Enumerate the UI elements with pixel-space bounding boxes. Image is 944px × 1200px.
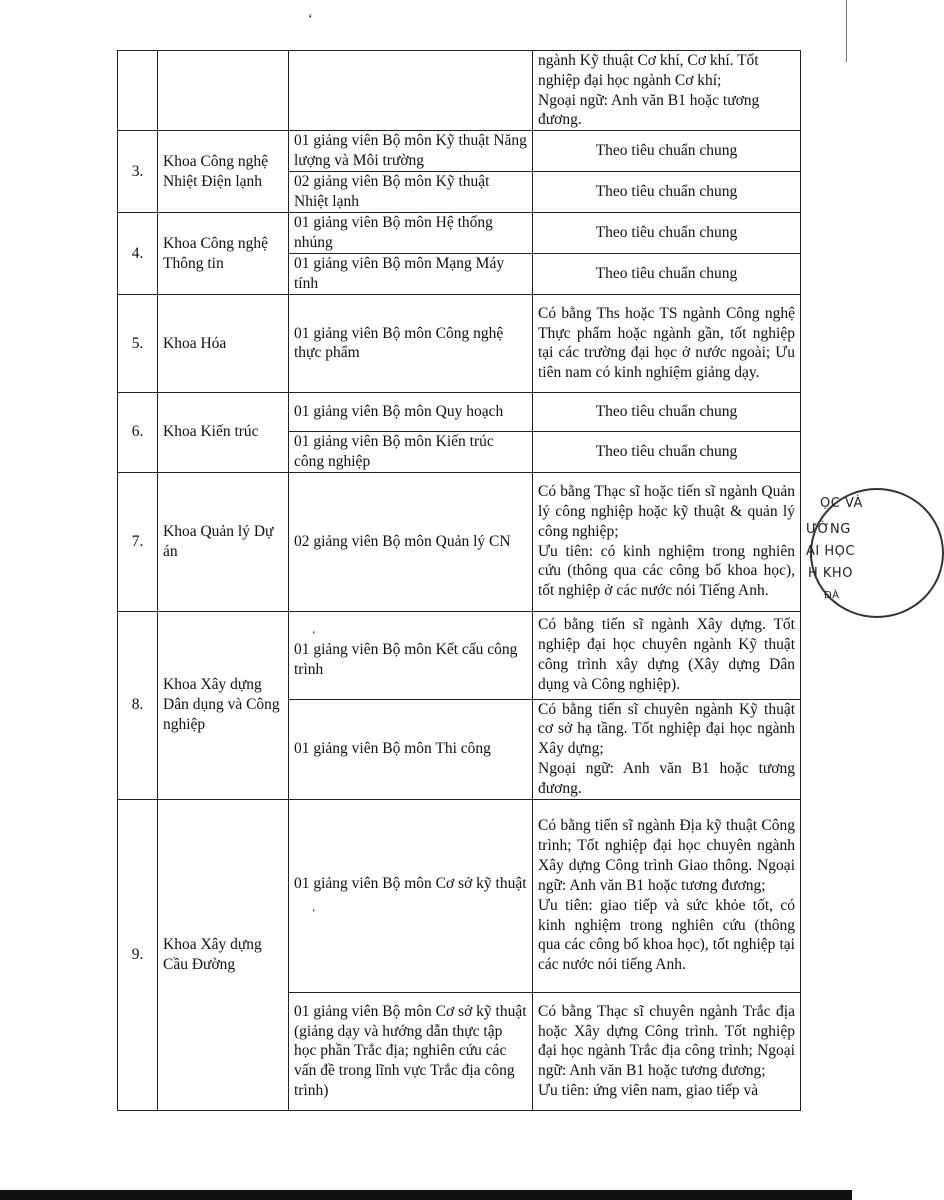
seal-text: ẠI HỌC bbox=[806, 544, 855, 559]
position-cell bbox=[289, 51, 533, 131]
requirement-line: Có bằng Thạc sĩ chuyên ngành Trắc địa hoặc Xây dựng Công trình. Tốt nghiệp đại học ngành Trắc địa công trình; Ngoại ngữ: Anh văn B1 hoặc tương đương; bbox=[538, 1002, 795, 1080]
scan-edge-line bbox=[846, 0, 847, 62]
position-cell: 01 giảng viên Bộ môn Cơ sở kỹ thuật (giảng dạy và hướng dẫn thực tập học phần Trắc địa; nghiên cứu các vấn đề trong lĩnh vực Trắc địa công trình) bbox=[289, 992, 533, 1110]
table-row bbox=[118, 611, 801, 699]
requirement-line: Ưu tiên: có kinh nghiệm trong nghiên cứu (thông qua các công bố khoa học), tốt nghiệp ở các nước nói Tiếng Anh. bbox=[538, 542, 795, 600]
unit-cell: Khoa Kiến trúc bbox=[158, 392, 289, 472]
row-number-cell bbox=[118, 51, 158, 131]
unit-cell: Khoa Công nghệ Nhiệt Điện lạnh bbox=[158, 131, 289, 213]
unit-cell bbox=[158, 51, 289, 131]
stray-mark: ‘ bbox=[312, 629, 316, 642]
requirement-cell: Theo tiêu chuẩn chung bbox=[533, 172, 801, 213]
row-number-cell: 3. bbox=[118, 131, 158, 213]
position-cell: 01 giảng viên Bộ môn Mạng Máy tính bbox=[289, 253, 533, 294]
requirement-cell: Theo tiêu chuẩn chung bbox=[533, 392, 801, 431]
recruitment-table bbox=[117, 50, 801, 1111]
unit-cell: Khoa Quản lý Dự án bbox=[158, 472, 289, 611]
requirement-line: ngành Kỹ thuật Cơ khí, Cơ khí. Tốt bbox=[538, 52, 759, 69]
position-cell: 01 giảng viên Bộ môn Thi công bbox=[289, 699, 533, 799]
row-number-cell: 6. bbox=[118, 392, 158, 472]
table-row bbox=[118, 213, 801, 254]
requirement-cell bbox=[533, 611, 801, 699]
requirement-cell: Theo tiêu chuẩn chung bbox=[533, 131, 801, 172]
position-cell: 02 giảng viên Bộ môn Kỹ thuật Nhiệt lạnh bbox=[289, 172, 533, 213]
seal-text: ĐÀ bbox=[824, 590, 840, 601]
requirement-line: Có bằng tiến sĩ ngành Địa kỹ thuật Công trình; Tốt nghiệp đại học chuyên ngành Xây dựng Công trình Giao thông. Ngoại ngữ: Anh văn B1 hoặc tương đương; bbox=[538, 817, 795, 894]
requirement-cell: Theo tiêu chuẩn chung bbox=[533, 213, 801, 254]
requirement-line: Ưu tiên: giao tiếp và sức khỏe tốt, có kinh nghiệm trong nghiên cứu (thông qua các công bố khoa học), tốt nghiệp tại các nước nói tiếng Anh. bbox=[538, 896, 795, 974]
requirement-cell bbox=[533, 699, 801, 799]
row-number-cell: 4. bbox=[118, 213, 158, 295]
requirement-cell: Có bằng Ths hoặc TS ngành Công nghệ Thực phẩm hoặc ngành gần, tốt nghiệp tại các trường đại học ở nước ngoài; Ưu tiên nam có kinh nghiệm giảng dạy. bbox=[533, 294, 801, 392]
stray-mark: ‘ bbox=[312, 906, 316, 919]
requirement-cell bbox=[533, 992, 801, 1110]
table-row bbox=[118, 392, 801, 431]
position-cell: 01 giảng viên Bộ môn Hệ thống nhúng bbox=[289, 213, 533, 254]
position-text: 01 giảng viên Bộ môn Kết cấu công trình bbox=[294, 641, 518, 679]
requirement-line: nghiệp đại học ngành Cơ khí; bbox=[538, 71, 722, 89]
row-number-cell: 9. bbox=[118, 799, 158, 1110]
table-row bbox=[118, 799, 801, 992]
scan-bottom-edge bbox=[0, 1190, 852, 1200]
requirement-line: đương. bbox=[538, 111, 582, 129]
unit-cell: Khoa Xây dựng Dân dụng và Công nghiệp bbox=[158, 611, 289, 799]
table-row bbox=[118, 472, 801, 611]
requirement-cell bbox=[533, 51, 801, 131]
position-text: 01 giảng viên Bộ môn Cơ sở kỹ thuật bbox=[294, 874, 527, 892]
position-cell: 02 giảng viên Bộ môn Quản lý CN bbox=[289, 472, 533, 611]
seal-text: ƯỜNG bbox=[806, 522, 851, 537]
requirement-cell bbox=[533, 799, 801, 992]
table-row bbox=[118, 51, 801, 131]
official-seal bbox=[804, 486, 864, 616]
row-number-cell: 8. bbox=[118, 611, 158, 799]
position-cell: 01 giảng viên Bộ môn Quy hoạch bbox=[289, 392, 533, 431]
unit-cell: Khoa Hóa bbox=[158, 294, 289, 392]
requirement-cell: Theo tiêu chuẩn chung bbox=[533, 431, 801, 472]
position-cell bbox=[289, 611, 533, 699]
requirement-line: Có bằng Thạc sĩ hoặc tiến sĩ ngành Quản lý công nghiệp hoặc kỹ thuật & quản lý công nghiệp; bbox=[538, 483, 795, 540]
requirement-cell: Theo tiêu chuẩn chung bbox=[533, 253, 801, 294]
stray-mark: ‘ bbox=[308, 12, 313, 27]
position-cell: 01 giảng viên Bộ môn Kỹ thuật Năng lượng và Môi trường bbox=[289, 131, 533, 172]
seal-text: H KHO bbox=[808, 566, 853, 581]
requirement-line: Ưu tiên: ứng viên nam, giao tiếp và bbox=[538, 1082, 759, 1099]
requirement-line: Ngoại ngữ: Anh văn B1 hoặc tương đương. bbox=[538, 760, 795, 797]
requirement-line: Có bằng tiến sĩ ngành Xây dựng. Tốt nghiệp đại học chuyên ngành Kỹ thuật công trình xây dựng (Xây dựng Dân dụng và Công nghiệp). bbox=[538, 616, 795, 693]
row-number-cell: 7. bbox=[118, 472, 158, 611]
requirement-cell bbox=[533, 472, 801, 611]
seal-text: ỌC VÀ bbox=[820, 496, 863, 511]
requirement-line: Ngoại ngữ: Anh văn B1 hoặc tương bbox=[538, 91, 760, 109]
position-cell: 01 giảng viên Bộ môn Kiến trúc công nghiệp bbox=[289, 431, 533, 472]
position-cell bbox=[289, 799, 533, 992]
table-row bbox=[118, 294, 801, 392]
table-row bbox=[118, 131, 801, 172]
row-number-cell: 5. bbox=[118, 294, 158, 392]
unit-cell: Khoa Công nghệ Thông tin bbox=[158, 213, 289, 295]
position-cell: 01 giảng viên Bộ môn Công nghệ thực phẩm bbox=[289, 294, 533, 392]
requirement-line: Có bằng tiến sĩ chuyên ngành Kỹ thuật cơ sở hạ tầng. Tốt nghiệp đại học ngành Xây dựng; bbox=[538, 700, 795, 758]
unit-cell: Khoa Xây dựng Cầu Đường bbox=[158, 799, 289, 1110]
